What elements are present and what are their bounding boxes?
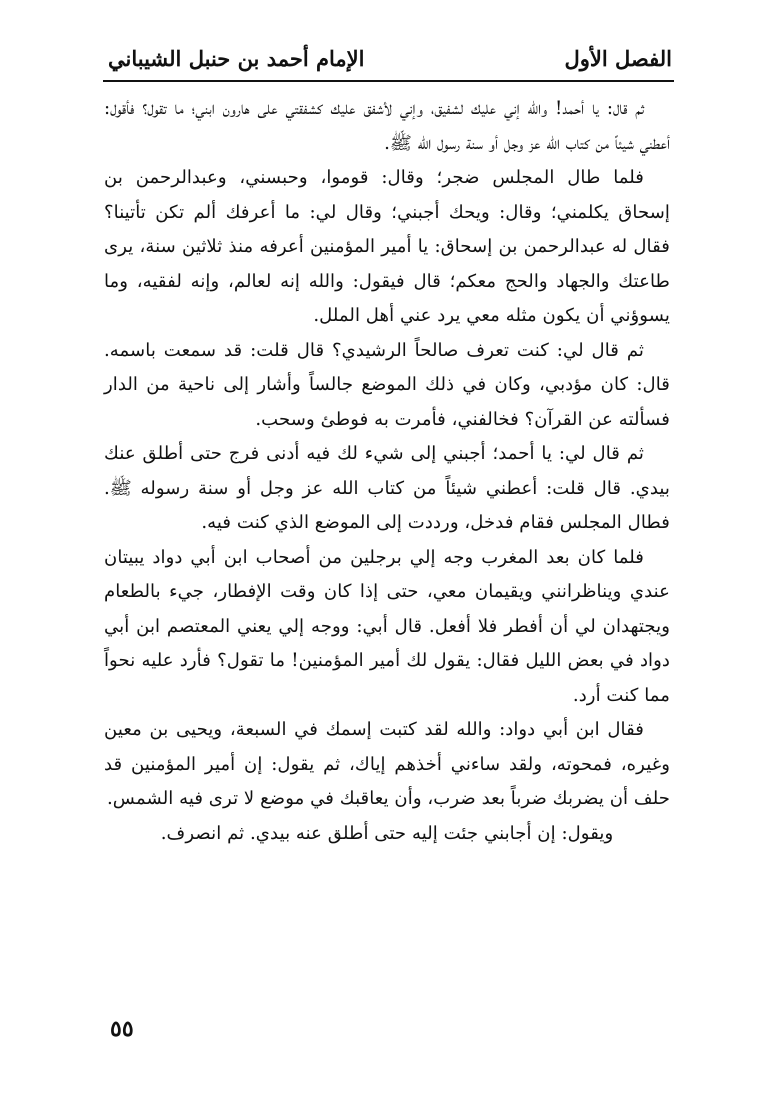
paragraph: ثم قال: يا أحمد! والله إني عليك لشفيق، وإني لأشفق عليك كشفقتي على هارون ابني؛ ما تقول؟ فأقول: أعطني شيئاً من كتاب الله عز وجل أو سنة رسول الله ﷺ. [104,98,670,154]
page-number: ٥٥ [110,1016,134,1042]
paragraph: فلما طال المجلس ضجر؛ وقال: قوموا، وحبسني، وعبدالرحمن بن إسحاق يكلمني؛ وقال: ويحك أجبني؛ وقال لي: ما أعرفك ألم تكن تأتينا؟ فقال له عبدالرحمن بن إسحاق: يا أمير المؤمنين أعرفه منذ ثلاثين سنة، يرى طاعتك والجهاد والحج معكم؛ قال فيقول: والله إنه لعالم، وإنه لفقيه، وما يسوؤني أن يكون مثله معي يرد عني أهل الملل. [104,167,670,326]
paragraph: ثم قال لي: يا أحمد؛ أجبني إلى شيء لك فيه أدنى فرج حتى أطلق عنك بيدي. قال قلت: أعطني شيئاً من كتاب الله عز وجل أو سنة رسوله ﷺ. فطال المجلس فقام فدخل، ورددت إلى الموضع الذي كنت فيه. [104,443,670,533]
paragraph: ويقول: إن أجابني جئت إليه حتى أطلق عنه بيدي. ثم انصرف. [160,822,614,844]
body-text [104,92,670,851]
paragraph: فلما كان بعد المغرب وجه إلي برجلين من أصحاب ابن أبي دواد يبيتان عندي ويناظرانني ويقيمان معي، حتى إذا كان وقت الإفطار، جيء بالطعام ويجتهدان لي أن أفطر فلا أفعل. قال أبي: ووجه إلي يعني المعتصم ابن أبي دواد في بعض الليل فقال: يقول لك أمير المؤمنين! ما تقول؟ فأرد عليه نحواً مما كنت أرد. [104,546,670,706]
header-rule [103,80,674,82]
running-header [108,38,672,78]
book-title: الإمام أحمد بن حنبل الشيباني [108,45,365,71]
paragraph: فقال ابن أبي دواد: والله لقد كتبت إسمك في السبعة، ويحيى بن معين وغيره، فمحوته، ولقد ساءني أخذهم إياك، ثم يقول: إن أمير المؤمنين قد حلف أن يضربك ضرباً بعد ضرب، وأن يعاقبك في موضع لا ترى فيه الشمس. [104,719,670,809]
chapter-title: الفصل الأول [564,45,672,71]
paragraph: ثم قال لي: كنت تعرف صالحاً الرشيدي؟ قال قلت: قد سمعت باسمه. قال: كان مؤدبي، وكان في ذلك الموضع جالساً وأشار إلى ناحية من الدار فسألته عن القرآن؟ فخالفني، فأمرت به فوطئ وسحب. [104,339,670,430]
